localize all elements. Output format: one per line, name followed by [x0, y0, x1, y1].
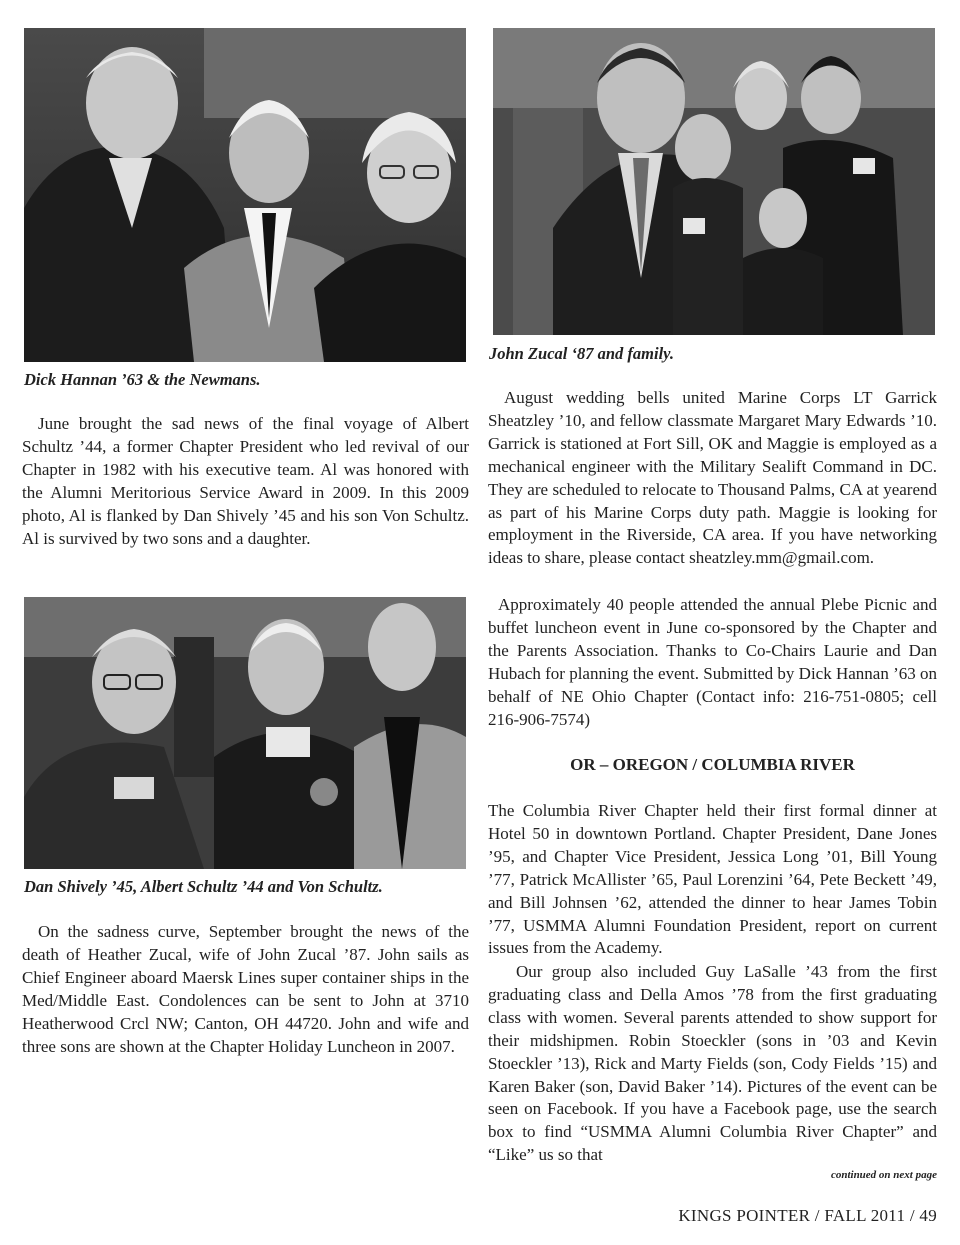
left-paragraph-1: June brought the sad news of the final voyage of Albert Schultz ’44, a former Chapter President who led revival of our Chapter in 1982 with his executive team. Al was honored with the Alumni Meritorious Service Award in 2009. In this 2009 photo, Al is flanked by Dan Shively ’45 and his son Von Schultz. Al is survived by two sons and a daughter. [22, 414, 469, 548]
continued-note: continued on next page [830, 1169, 937, 1181]
page-footer: KINGS POINTER / FALL 2011 / 49 [678, 1206, 937, 1225]
section-heading-oregon: OR – OREGON / COLUMBIA RIVER [570, 755, 855, 774]
photo-john-zucal-and-family [493, 28, 935, 335]
right-paragraph-2: Approximately 40 people attended the annual Plebe Picnic and buffet luncheon event in June co-sponsored by the Chapter and the Parents Association. Thanks to Co-Chairs Laurie and Dan Hubach for planning the event. Submitted by Dick Hannan ’63 on behalf of NE Ohio Chapter (Contact info: 216-751-0805; cell 216-906-7574) [488, 595, 937, 729]
photo-dick-hannan-and-newmans [24, 28, 466, 362]
right-paragraph-3: The Columbia River Chapter held their first formal dinner at Hotel 50 in downtown Portland. Chapter President, Dane Jones ’95, and Chapter Vice President, Jessica Long ’01, Bill Young ’77, Patrick McAllister ’65, Paul Lorenzini ’64, Pete Beckett ’49, and Bill Johnsen ’62, attended the dinner to hear James Tobin ’77, USMMA Alumni Foundation President, report on current issues from the Academy. [488, 801, 937, 958]
photo2-caption: Dan Shively ’45, Albert Schultz ’44 and Von Schultz. [24, 877, 383, 896]
photo-dan-shively-albert-von-schultz [24, 597, 466, 869]
right-paragraph-1: August wedding bells united Marine Corps LT Garrick Sheatzley ’10, and fellow classmate Margaret Mary Edwards ’10. Garrick is stationed at Fort Sill, OK and Maggie is employed as a mechanical engineer with the Military Sealift Command in DC. They are scheduled to relocate to Thousand Palms, CA at yearend as part of his Marine Corps duty path. Maggie is looking for employment in the Riverside, CA area. If you have networking ideas to share, please contact sheatzley.mm@gmail.com. [488, 388, 937, 568]
left-paragraph-2: On the sadness curve, September brought the news of the death of Heather Zucal, wife of John Zucal ’87. John sails as Chief Engineer aboard Maersk Lines super container ships in the Med/Middle East. Condolences can be sent to John at 3710 Heatherwood Crcl NW; Canton, OH 44720. John and wife and three sons are shown at the Chapter Holiday Luncheon in 2007. [22, 922, 469, 1056]
photo1-caption: Dick Hannan ’63 & the Newmans. [24, 370, 261, 389]
right-paragraph-4: Our group also included Guy LaSalle ’43 from the first graduating class and Della Amos ’78 from the first graduating class with women. Several parents attended to show support for their midshipmen. Robin Stoeckler (sons in ’03 and Kevin Stoeckler ’13), Rick and Marty Fields (son, Cody Fields ’15) and Karen Baker (son, David Baker ’14). Pictures of the event can be seen on Facebook. If you have a Facebook page, use the search box to find “USMMA Alumni Columbia River Chapter” and “Like” us so that [488, 962, 937, 1165]
photo3-caption: John Zucal ‘87 and family. [489, 344, 675, 363]
